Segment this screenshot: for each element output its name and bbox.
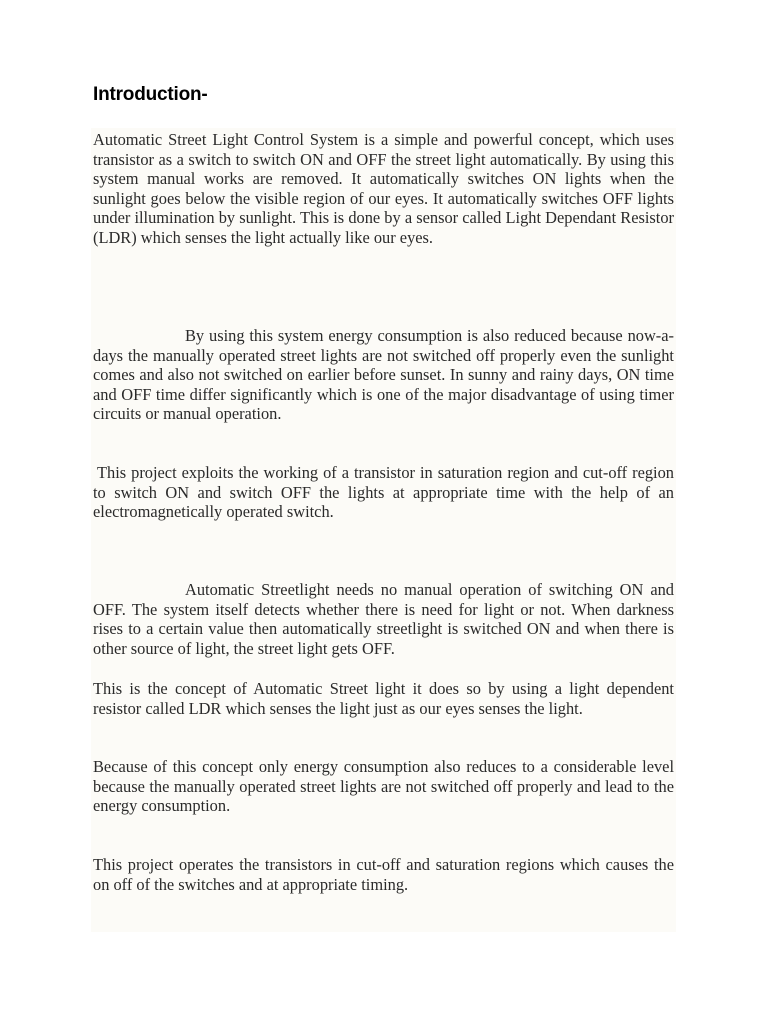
- paragraph-automatic: Automatic Streetlight needs no manual operation of switching ON and OFF. The system itself detects whether there is need for light or not. When darkness rises to a certain value then automatically streetlight is switched ON and when there is other source of light, the street light gets OFF.: [93, 580, 674, 658]
- paragraph-operation: This project operates the transistors in cut-off and saturation regions which causes the on off of the switches and at appropriate timing.: [93, 855, 674, 894]
- paragraph-concept: This is the concept of Automatic Street light it does so by using a light dependent resistor called LDR which senses the light just as our eyes senses the light.: [93, 679, 674, 718]
- paragraph-intro: Automatic Street Light Control System is a simple and powerful concept, which uses transistor as a switch to switch ON and OFF the street light automatically. By using this system manual works are removed. It automatically switches ON lights when the sunlight goes below the visible region of our eyes. It automatically switches OFF lights under illumination by sunlight. This is done by a sensor called Light Dependant Resistor (LDR) which senses the light actually like our eyes.: [93, 130, 674, 247]
- section-heading: Introduction-: [93, 84, 208, 105]
- paragraph-energy: By using this system energy consumption is also reduced because now-a-days the manually operated street lights are not switched off properly even the sunlight comes and also not switched on earlier before sunset. In sunny and rainy days, ON time and OFF time differ significantly which is one of the major disadvantage of using timer circuits or manual operation.: [93, 326, 674, 424]
- paragraph-transistor: This project exploits the working of a transistor in saturation region and cut-off region to switch ON and switch OFF the lights at appropriate time with the help of an electromagnetically operated switch.: [93, 463, 674, 522]
- paragraph-consumption: Because of this concept only energy consumption also reduces to a considerable level because the manually operated street lights are not switched off properly and lead to the energy consumption.: [93, 757, 674, 816]
